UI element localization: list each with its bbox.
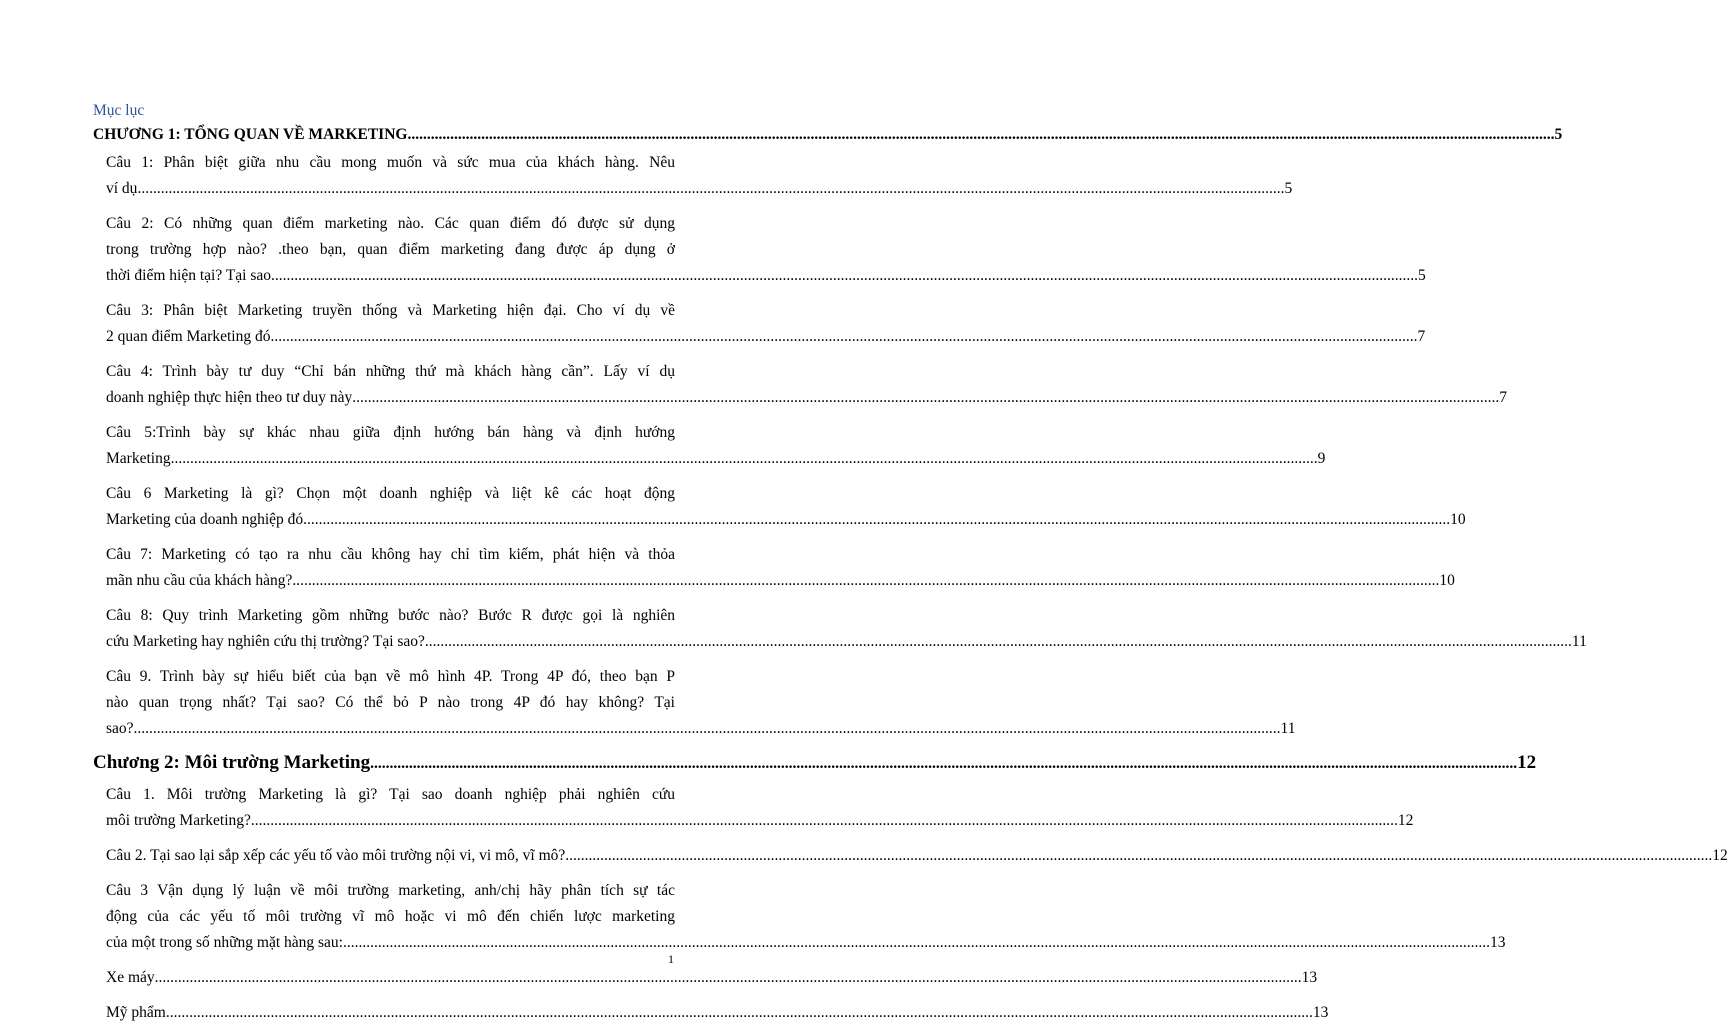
leader-dots (134, 716, 1281, 742)
entry-gap (93, 202, 675, 211)
leader-dots (292, 568, 1439, 594)
entry-gap (93, 834, 675, 843)
page-ref: 13 (1301, 969, 1318, 986)
toc-entry-text: của một trong số những mặt hàng sau: (106, 934, 343, 951)
leader-dots (352, 385, 1499, 411)
toc-chapter-2[interactable] (93, 748, 1537, 779)
toc-entry[interactable] (106, 298, 1426, 350)
toc-entry-last-line (106, 843, 1728, 869)
chapter-title: Chương 2: Môi trường Marketing (93, 752, 371, 773)
entry-gap (93, 594, 675, 603)
toc-entry-text-line: trong trường hợp nào? .theo bạn, quan điểm marketing đang được áp dụng ở (106, 241, 675, 258)
toc-entry-last-line (106, 446, 1326, 472)
entry-gap (93, 869, 675, 878)
leader-dots (270, 324, 1417, 350)
leader-dots (370, 748, 1517, 779)
leader-dots (271, 263, 1418, 289)
page-ref: 13 (1312, 1004, 1329, 1021)
leader-dots (155, 965, 1302, 991)
toc-entry-last-line (106, 176, 1293, 202)
page-ref: 11 (1280, 720, 1296, 737)
toc-entry-text: môi trường Marketing? (106, 812, 251, 829)
toc-entry[interactable] (106, 481, 1466, 533)
toc-entry-text-line: Câu 8: Quy trình Marketing gồm những bước nào? Bước R được gọi là nghiên (106, 607, 675, 624)
toc-entry-text-line: nào quan trọng nhất? Tại sao? Có thể bỏ P nào trong 4P đó hay không? Tại (106, 694, 675, 711)
entry-gap (93, 533, 675, 542)
toc-entry[interactable] (106, 211, 1426, 289)
page-ref: 13 (1490, 934, 1506, 951)
toc-entry-text-line: Câu 3: Phân biệt Marketing truyền thống và Marketing hiện đại. Cho ví dụ về (106, 302, 675, 319)
toc-entry[interactable] (106, 782, 1414, 834)
page-ref: 5 (1418, 267, 1426, 284)
toc-entry-text-line: Câu 4: Trình bày tư duy “Chỉ bán những thứ mà khách hàng cần”. Lấy ví dụ (106, 363, 675, 380)
toc-entry[interactable] (106, 664, 1296, 742)
toc-entry[interactable] (106, 965, 1318, 991)
entry-gap (93, 472, 675, 481)
chapter-title: CHƯƠNG 1: TỔNG QUAN VỀ MARKETING (93, 126, 408, 143)
toc-entry-text-line: Câu 3 Vận dụng lý luận về môi trường marketing, anh/chị hãy phân tích sự tác (106, 882, 675, 899)
toc-entry-text-line: Câu 2: Có những quan điểm marketing nào. Các quan điểm đó được sử dụng (106, 215, 675, 232)
toc-entry-text-line: Câu 1. Môi trường Marketing là gì? Tại sao doanh nghiệp phải nghiên cứu (106, 786, 675, 803)
toc-entry-last-line (106, 629, 1587, 655)
toc-entry-last-line (106, 263, 1426, 289)
leader-dots (303, 507, 1450, 533)
toc-entry-last-line (106, 324, 1426, 350)
page-ref: 9 (1317, 450, 1326, 467)
toc-entry[interactable] (106, 1000, 1329, 1026)
toc-chapter-1[interactable] (93, 123, 1563, 147)
toc-entry[interactable] (106, 542, 1455, 594)
chapter-1-items (93, 147, 1587, 742)
toc-entry-last-line (106, 507, 1466, 533)
toc-entry-text: Xe máy (106, 969, 155, 986)
page-ref: 5 (1284, 180, 1293, 197)
leader-dots (166, 1000, 1313, 1026)
toc-entry[interactable] (106, 420, 1326, 472)
page-number: 1 (668, 952, 674, 966)
toc-entry-text-line: Câu 5:Trình bày sự khác nhau giữa định hướng bán hàng và định hướng (106, 424, 675, 441)
toc-entry-text-line: động của các yếu tố môi trường vĩ mô hoặc vi mô đến chiến lược marketing (106, 908, 675, 925)
entry-gap (93, 956, 675, 965)
page-ref: 12 (1712, 847, 1728, 864)
toc-entry-text: 2 quan điểm Marketing đó (106, 328, 271, 345)
entry-gap (93, 289, 675, 298)
toc-entry[interactable] (106, 603, 1587, 655)
page-ref: 12 (1397, 812, 1414, 829)
chapter-2-items (93, 779, 1728, 1026)
entry-gap (93, 655, 675, 664)
entry-gap (93, 350, 675, 359)
table-of-contents (93, 123, 1728, 1026)
page-ref: 10 (1439, 572, 1455, 589)
leader-dots (171, 446, 1318, 472)
toc-entry-text-line: Câu 7: Marketing có tạo ra nhu cầu không hay chỉ tìm kiếm, phát hiện và thỏa (106, 546, 675, 563)
toc-entry-text-line: Câu 1: Phân biệt giữa nhu cầu mong muốn và sức mua của khách hàng. Nêu (106, 154, 675, 171)
page-ref: 11 (1571, 633, 1587, 650)
toc-entry-last-line (106, 716, 1296, 742)
toc-entry[interactable] (106, 359, 1507, 411)
toc-entry-text: mãn nhu cầu của khách hàng? (106, 572, 293, 589)
toc-entry[interactable] (106, 843, 1728, 869)
leader-dots (565, 843, 1712, 869)
toc-entry-text: sao? (106, 720, 134, 737)
toc-title: Mục lục (93, 102, 145, 119)
page-ref: 10 (1450, 511, 1466, 528)
entry-gap (93, 991, 675, 1000)
leader-dots (251, 808, 1398, 834)
leader-dots (425, 629, 1572, 655)
toc-entry-text: thời điểm hiện tại? Tại sao (106, 267, 272, 284)
page-ref: 5 (1554, 126, 1563, 143)
toc-entry-text: Mỹ phẩm (106, 1004, 166, 1021)
toc-entry-last-line (106, 1000, 1329, 1026)
toc-entry[interactable] (106, 878, 1506, 956)
leader-dots (137, 176, 1284, 202)
toc-entry-last-line (106, 385, 1507, 411)
page-ref: 12 (1517, 752, 1537, 773)
toc-entry-text-line: Câu 6 Marketing là gì? Chọn một doanh nghiệp và liệt kê các hoạt động (106, 485, 675, 502)
entry-gap (93, 411, 675, 420)
toc-entry-text-line: Câu 9. Trình bày sự hiểu biết của bạn về mô hình 4P. Trong 4P đó, theo bạn P (106, 668, 675, 685)
toc-entry-last-line (106, 930, 1506, 956)
leader-dots (407, 123, 1554, 147)
page-ref: 7 (1499, 389, 1507, 406)
toc-entry-text: Câu 2. Tại sao lại sắp xếp các yếu tố vào môi trường nội vi, vi mô, vĩ mô? (106, 847, 566, 864)
toc-entry-text: Marketing của doanh nghiệp đó (106, 511, 304, 528)
leader-dots (343, 930, 1490, 956)
toc-entry-last-line (106, 808, 1414, 834)
toc-entry-text: cứu Marketing hay nghiên cứu thị trường? Tại sao? (106, 633, 425, 650)
toc-entry-last-line (106, 965, 1318, 991)
toc-entry-text: Marketing (106, 450, 171, 467)
toc-entry-text: doanh nghiệp thực hiện theo tư duy này (106, 389, 353, 406)
toc-entry[interactable] (106, 150, 1293, 202)
toc-entry-text: ví dụ (106, 180, 138, 197)
toc-entry-last-line (106, 568, 1455, 594)
page-ref: 7 (1417, 328, 1426, 345)
